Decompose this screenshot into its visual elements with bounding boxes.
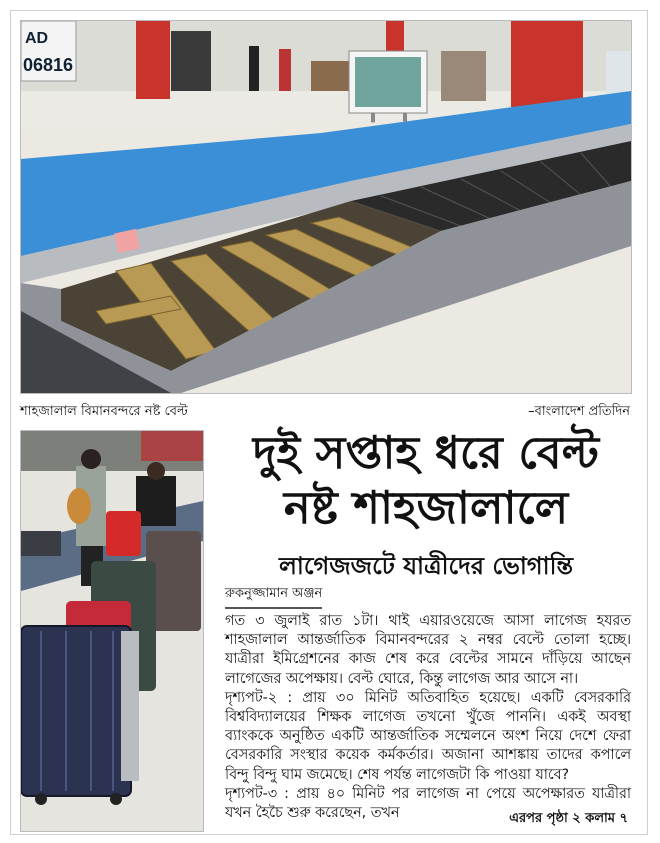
subheadline: লাগেজজটে যাত্রীদের ভোগান্তি <box>278 552 573 580</box>
photo-caption: শাহজালাল বিমানবন্দরে নষ্ট বেল্ট <box>20 404 188 419</box>
headline <box>222 425 630 535</box>
headline-line-1: দুই সপ্তাহ ধরে বেল্ট <box>252 426 600 479</box>
luggage-photo <box>20 430 204 832</box>
paragraph-3: দৃশ্যপট-৩ : প্রায় ৪০ মিনিট পর লাগেজ না পেয়ে অপেক্ষারত যাত্রীরা যখন হৈচৈ শুরু করেছেন, তখন <box>225 785 631 822</box>
photo-caption-row <box>20 400 630 420</box>
paragraph-2: দৃশ্যপট-২ : প্রায় ৩০ মিনিট অতিবাহিত হয়েছে। একটি বেসরকারি বিশ্ববিদ্যালয়ের শিক্ষক লাগেজ তখনো খুঁজে পাননি। একই অবস্থা ব্যাংককে অনুষ্ঠিত একটি আন্তর্জাতিক সম্মেলনে অংশ নিয়ে দেশে ফেরা বেসরকারি সংস্থার কয়েক কর্মকর্তার। অজানা আশঙ্কায় তাদের কপালে বিন্দু বিন্দু ঘাম জমেছে। শেষ পর্যন্ত লাগেজটা কি পাওয়া যাবে? <box>225 689 631 783</box>
sign-text-2: 06816 <box>23 55 74 75</box>
broken-belt-photo <box>20 20 632 394</box>
article-body <box>225 612 631 823</box>
continuation-note: এরপর পৃষ্ঠা ২ কলাম ৭ <box>509 811 628 826</box>
photo-credit: –বাংলাদেশ প্রতিদিন <box>528 404 630 419</box>
paragraph-1: গত ৩ জুলাই রাত ১টা। থাই এয়ারওয়েজে আসা লাগেজ হযরত শাহজালাল আন্তর্জাতিক বিমানবন্দরের ২ নম্বর বেল্টে তোলা হচ্ছে। যাত্রীরা ইমিগ্রেশনের কাজ শেষ করে বেল্টের সামনে দাঁড়িয়ে আছেন লাগেজের অপেক্ষায়। বেল্ট ঘোরে, কিন্তু লাগেজ আর আসে না। <box>225 613 631 687</box>
headline-line-2: নষ্ট শাহজালালে <box>283 481 569 534</box>
byline: রুকনুজ্জামান অঞ্জন <box>225 584 322 609</box>
sign-text-1: AD <box>25 30 49 47</box>
